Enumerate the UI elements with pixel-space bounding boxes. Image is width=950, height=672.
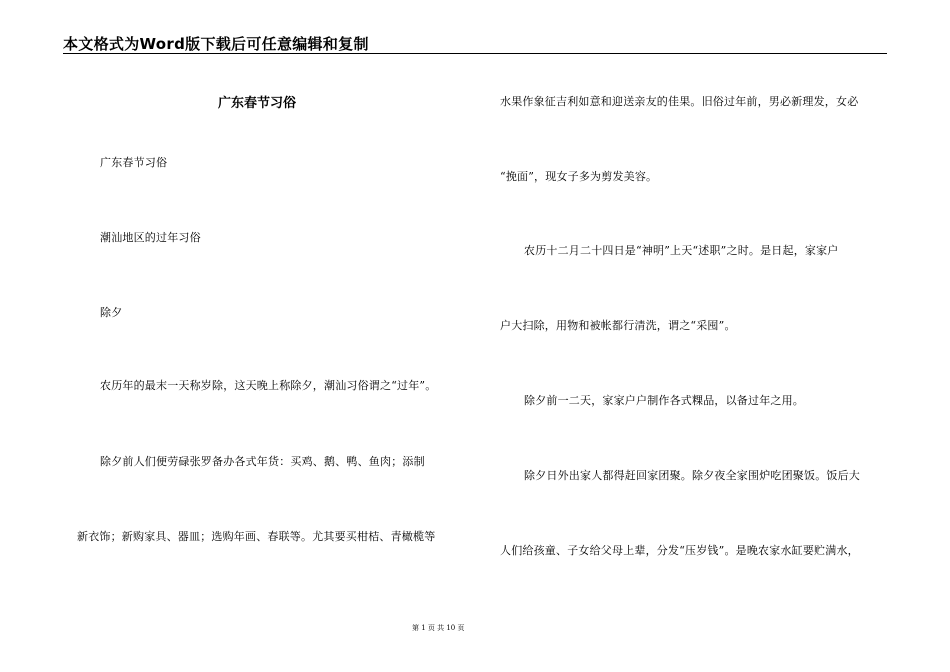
right-line-5: 除夕前一二天，家家户户制作各式粿品，以备过年之用。 [524, 394, 804, 407]
left-line-2: 潮汕地区的过年习俗 [100, 231, 201, 244]
left-line-4: 农历年的最末一天称岁除，这天晚上称除夕，潮汕习俗谓之“过年”。 [100, 379, 437, 392]
right-line-1: 水果作象征吉利如意和迎送亲友的佳果。旧俗过年前，男必新理发，女必 [500, 95, 859, 108]
page-footer: 第 1 页 共 10 页 [412, 624, 465, 632]
document-title: 广东春节习俗 [218, 96, 297, 111]
right-line-7: 人们给孩童、子女给父母上辈，分发“压岁钱”。是晚农家水缸要贮满水， [500, 544, 859, 557]
left-line-6: 新衣饰；新购家具、器皿；选购年画、春联等。尤其要买柑桔、青橄榄等 [77, 530, 436, 543]
right-line-2: “挽面”，现女子多为剪发美容。 [500, 170, 658, 183]
document-header: 本文格式为Word版下载后可任意编辑和复制 [63, 35, 369, 53]
header-divider [63, 53, 887, 54]
right-line-6: 除夕日外出家人都得赶回家团聚。除夕夜全家围炉吃团聚饭。饭后大 [524, 469, 860, 482]
right-line-4: 户大扫除，用物和被帐都行清洗，谓之“采囤”。 [500, 319, 736, 332]
left-line-3: 除夕 [100, 306, 123, 319]
left-line-1: 广东春节习俗 [100, 156, 168, 169]
right-line-3: 农历十二月二十四日是“神明”上天“述职”之时。是日起，家家户 [524, 244, 839, 257]
left-line-5: 除夕前人们便劳碌张罗备办各式年货：买鸡、鹅、鸭、鱼肉；添制 [100, 455, 425, 468]
